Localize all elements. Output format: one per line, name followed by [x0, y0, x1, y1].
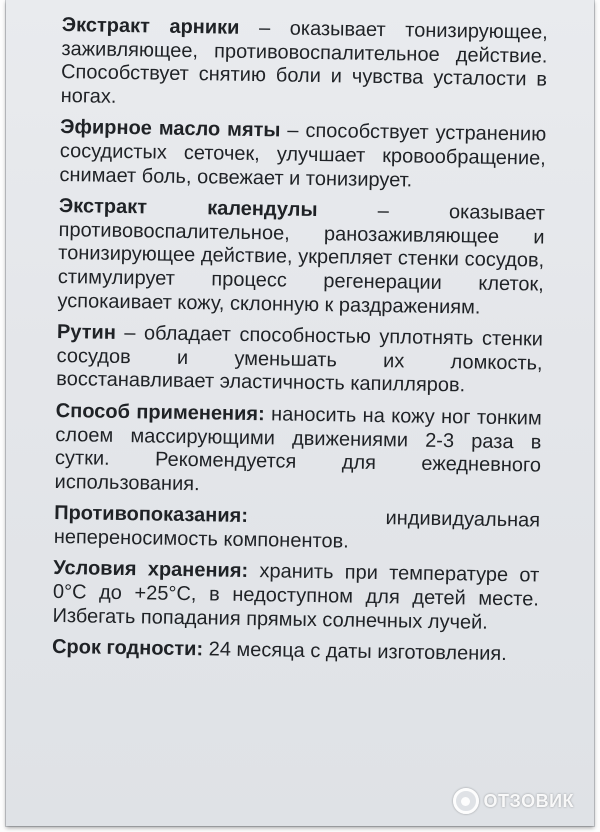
term-arnica: Экстракт арники	[61, 14, 240, 39]
text-arnica: – оказывает тонизирующее, заживляющее, противовоспалительное действие. Способствует снятию боли и чувства усталости в ногах.	[60, 16, 548, 108]
paragraph-mint-oil	[59, 116, 546, 194]
otzovik-logo-icon	[453, 788, 479, 814]
paragraph-usage	[54, 400, 541, 502]
text-calendula: – оказывает противовоспалительное, ранозаживляющее и тонизирующее действие, укрепляет стенки сосудов, стимулирует процесс регенерации клеток, успокаивает кожу, склонную к раздражениям.	[57, 199, 546, 319]
paragraph-contraindications	[54, 502, 541, 557]
term-usage: Способ применения:	[55, 399, 265, 426]
term-rutin: Рутин	[56, 321, 117, 345]
text-usage: наносить на кожу ног тонким слоем массирующими движениями 2-3 раза в сутки. Рекомендуется для ежедневного использования.	[54, 403, 542, 495]
term-contraindications: Противопоказания:	[53, 502, 249, 528]
text-contraindications: индивидуальная непереносимость компонентов.	[53, 505, 541, 553]
watermark-label: ОТЗОВИК	[483, 790, 574, 811]
paragraph-arnica	[61, 14, 548, 116]
paragraph-rutin	[56, 321, 543, 399]
text-storage: хранить при температуре от 0°С до +25°С, в недоступном для детей месте. Избегать попадания прямых солнечных лучей.	[52, 560, 540, 634]
paragraph-storage	[52, 557, 539, 635]
paragraph-shelf-life	[52, 636, 538, 667]
label-paper	[6, 0, 594, 826]
term-shelf-life: Срок годности:	[51, 636, 204, 661]
term-mint-oil: Эфирное масло мяты	[60, 116, 281, 142]
text-rutin: – обладает способностью уплотнять стенки сосудов и уменьшать их ломкость, восстанавливает эластичность капилляров.	[56, 322, 544, 397]
product-description	[52, 14, 548, 675]
text-mint-oil: – способствует устранению сосудистых сеточек, улучшает кровообращение, снимает боль, освежает и тонизирует.	[59, 119, 547, 192]
term-calendula: Экстракт календулы	[58, 195, 318, 222]
term-storage: Условия хранения:	[53, 557, 249, 583]
text-shelf-life: 24 месяца с даты изготовления.	[202, 638, 507, 666]
otzovik-watermark	[453, 788, 574, 814]
paragraph-calendula	[57, 195, 545, 321]
